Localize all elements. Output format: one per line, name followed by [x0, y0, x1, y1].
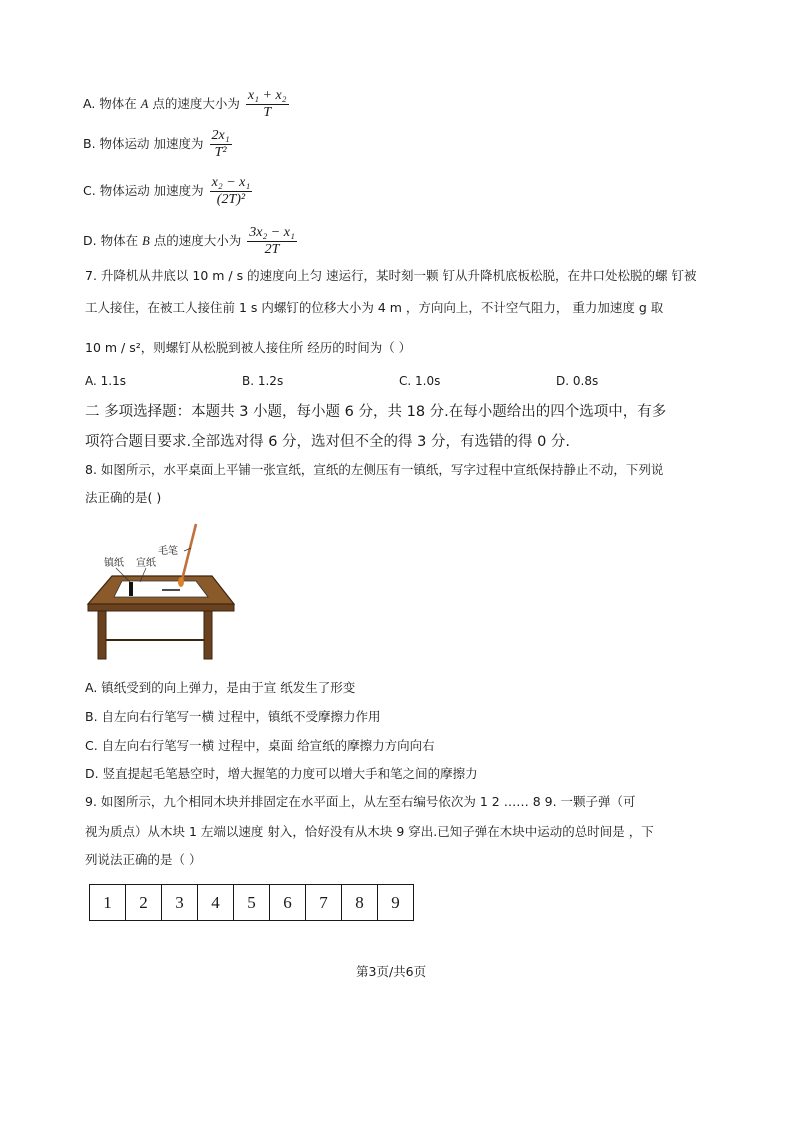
option-text: 物体在 [100, 233, 139, 248]
wood-block: 9 [378, 885, 414, 921]
q7-choice-d: D. 0.8s [556, 374, 599, 388]
section2-line1: 二 多项选择题：本题共 3 小题，每小题 6 分，共 18 分.在每小题给出的四个选项中，有多 [85, 404, 667, 420]
denominator: 2T [264, 242, 280, 257]
option-text: 物体在 [99, 96, 137, 111]
label-brush: 毛笔 [158, 546, 178, 557]
option-letter: B. [83, 136, 96, 151]
desk-illustration [84, 518, 244, 663]
fraction [210, 128, 232, 161]
table-leg-left [98, 611, 106, 659]
q8-option-a: A. 镇纸受到的向上弹力，是由于宣 纸发生了形变 [85, 680, 356, 695]
option-letter: A. [83, 96, 96, 111]
table-leg-right [204, 611, 212, 659]
numerator: 2x₁ [211, 128, 230, 143]
label-weight: 镇纸 [104, 558, 124, 569]
blocks-row [90, 885, 414, 921]
wood-block: 1 [90, 885, 126, 921]
wood-block: 4 [198, 885, 234, 921]
denominator: T [263, 105, 272, 120]
q7-line2: 工人接住，在被工人接住前 1 s 内螺钉的位移大小为 4 m ，方向向上，不计空气阻力， 重力加速度 g 取 [85, 300, 664, 315]
option-d [83, 225, 297, 258]
section2-line2: 项符合题目要求.全部选对得 6 分，选对但不全的得 3 分，有选错的得 0 分. [85, 434, 571, 450]
option-var: B [142, 234, 150, 248]
fraction [247, 225, 297, 258]
option-text: 点的速度大小为 [153, 233, 242, 248]
q7-line3: 10 m / s²，则螺钉从松脱到被人接住所 经历的时间为（ ） [85, 340, 412, 355]
option-c [83, 175, 252, 208]
q9-line3: 列说法正确的是（ ） [85, 852, 202, 867]
q8-line2: 法正确的是( ) [85, 490, 162, 505]
option-text: 点的速度大小为 [152, 96, 240, 111]
wood-block: 5 [234, 885, 270, 921]
denominator: (2T)² [216, 192, 246, 207]
q7-line1: 7. 升降机从井底以 10 m / s 的速度向上匀 速运行，某时刻一颗 钉从升降机底板松脱，在井口处松脱的螺 钉被 [85, 268, 697, 283]
fraction [246, 88, 289, 121]
q8-line1: 8. 如图所示，水平桌面上平铺一张宣纸，宣纸的左侧压有一镇纸，写字过程中宣纸保持静止不动，下列说 [85, 462, 664, 477]
option-text: 物体运动 加速度为 [99, 136, 204, 151]
numerator: x₁ + x₂ [247, 88, 287, 103]
denominator: T² [214, 145, 227, 160]
option-a [83, 88, 289, 121]
wood-blocks [89, 884, 414, 921]
q9-line1: 9. 如图所示，九个相同木块并排固定在水平面上，从左至右编号依次为 1 2 …… 8 9. 一颗子弹（可 [85, 794, 636, 809]
q9-line2: 视为质点）从木块 1 左端以速度 射入，恰好没有从木块 9 穿出.已知子弹在木块中运动的总时间是 ，下 [85, 824, 654, 839]
option-var: A [140, 97, 149, 111]
table-edge [88, 604, 234, 611]
wood-block: 7 [306, 885, 342, 921]
option-b [83, 128, 232, 161]
fraction [210, 175, 253, 208]
wood-block: 2 [126, 885, 162, 921]
paperweight [129, 582, 133, 596]
numerator: 3x₂ − x₁ [249, 225, 295, 240]
brush-handle [182, 524, 196, 580]
option-letter: C. [83, 183, 96, 198]
paper-sheet [114, 581, 208, 597]
numerator: x₂ − x₁ [211, 175, 251, 190]
q7-choice-b: B. 1.2s [242, 374, 284, 388]
brush-tip [178, 577, 184, 587]
option-text: 物体运动 加速度为 [99, 183, 204, 198]
q8-option-b: B. 自左向右行笔写一横 过程中，镇纸不受摩擦力作用 [85, 709, 381, 724]
option-letter: D. [83, 233, 97, 248]
wood-block: 3 [162, 885, 198, 921]
desk-figure [84, 518, 244, 663]
wood-block: 8 [342, 885, 378, 921]
label-paper: 宣纸 [136, 558, 156, 569]
q8-option-c: C. 自左向右行笔写一横 过程中，桌面 给宣纸的摩擦力方向向右 [85, 738, 435, 753]
wood-block: 6 [270, 885, 306, 921]
q7-choice-a: A. 1.1s [85, 374, 126, 388]
q8-option-d: D. 竖直提起毛笔悬空时，增大握笔的力度可以增大手和笔之间的摩擦力 [85, 766, 478, 781]
q7-choice-c: C. 1.0s [399, 374, 441, 388]
page-footer: 第3页/共6页 [356, 964, 427, 979]
